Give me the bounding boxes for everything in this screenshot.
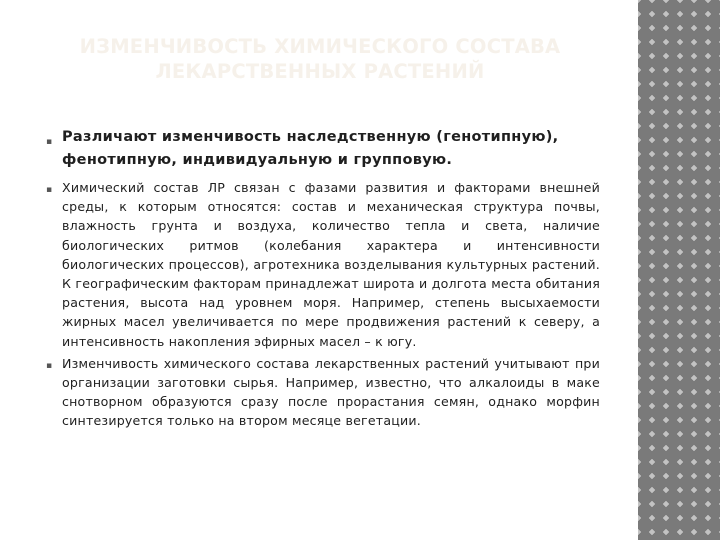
bullet-text: Изменчивость химического состава лекарственных растений учитывают при организации заготовки сырья. Например, известно, что алкалоиды в маке снотворном образуются сразу после прорастания семян, однако морфин синтезируется только на втором месяце вегетации. — [62, 355, 600, 429]
square-bullet-icon: ▪ — [46, 137, 53, 147]
decorative-side-stripe — [638, 0, 720, 540]
bullet-text: Химический состав ЛР связан с фазами развития и факторами внешней среды, к которым относятся: состав и механическая структура почвы, влажность грунта и воздуха, количество тепла и света, наличие биологических ритмов (колебания характера и интенсивности биологических процессов), агротехника возделывания культурных растений. К географическим факторам принадлежат широта и долгота места обитания растения, высота над уровнем моря. Например, степень высыхаемости жирных масел увеличивается по мере продвижения растений к северу, а интенсивность накопления эфирных масел – к югу. — [62, 180, 600, 349]
bullet-text: Различают изменчивость наследственную (генотипную), фенотипную, индивидуальную и групповую. — [62, 129, 559, 168]
square-bullet-icon: ▪ — [46, 185, 53, 195]
bullet-item-chemical-composition — [44, 178, 600, 351]
square-bullet-icon: ▪ — [46, 360, 53, 371]
bullet-item-variability-types — [44, 126, 600, 171]
bullet-list — [44, 126, 600, 434]
bullet-item-harvest-planning — [44, 354, 600, 431]
slide-title: ИЗМЕНЧИВОСТЬ ХИМИЧЕСКОГО СОСТАВА ЛЕКАРСТВЕННЫХ РАСТЕНИЙ — [79, 35, 561, 83]
